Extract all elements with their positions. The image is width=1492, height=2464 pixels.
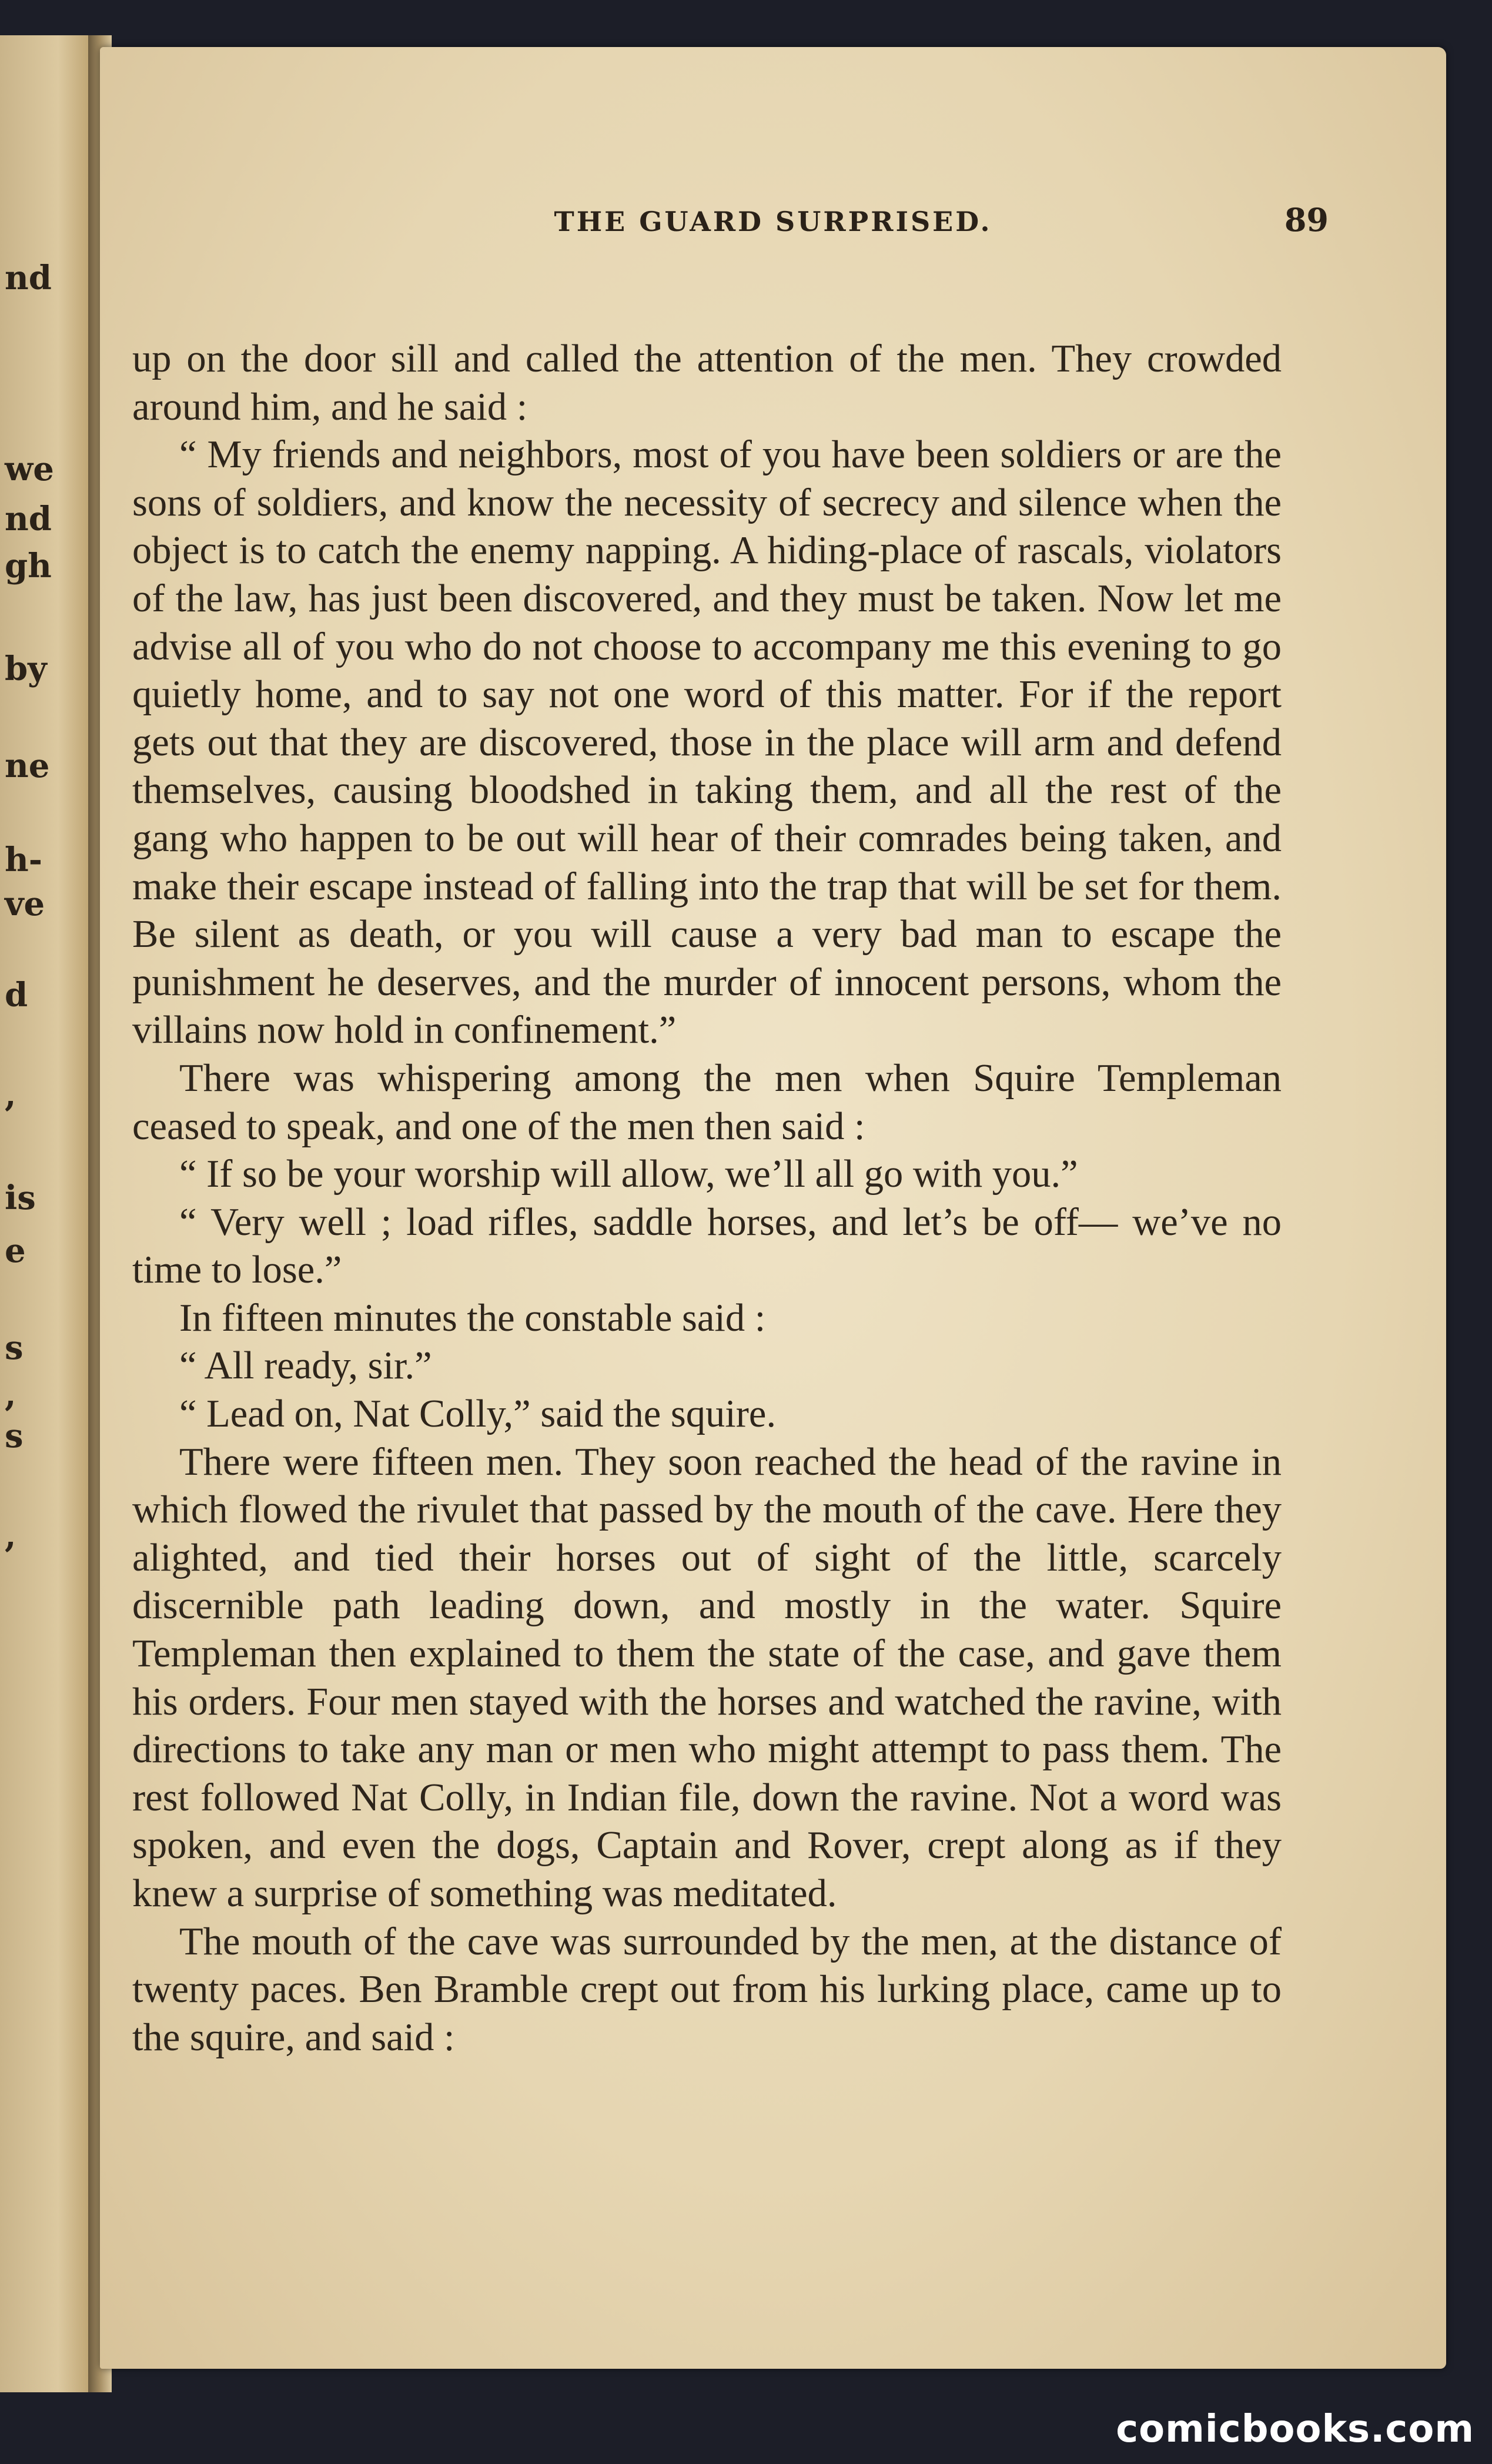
page-body [132,335,1282,2061]
facing-page-fragment: nd [5,259,52,297]
facing-page-fragment: , [5,1516,16,1555]
facing-page-fragment: , [5,1375,16,1414]
paragraph: The mouth of the cave was surrounded by the men, at the distance of twenty paces. Ben Bramble crept out from his lurking place, came up to the squire, and said : [132,1920,1282,2059]
paragraph: “ All ready, sir.” [179,1344,432,1388]
paragraph: “ My friends and neighbors, most of you have been soldiers or are the sons of soldiers, and know the necessity of secrecy and silence when the object is to catch the enemy napping. A hiding-place of rascals, violators of the law, has just been discovered, and they must be taken. Now let me advise all of you who do not choose to accompany me this evening to go quietly home, and to say not one word of this matter. For if the report gets out that they are discovered, those in the place will arm and defend themselves, causing bloodshed in taking them, and all the rest of the gang who happen to be out will hear of their comrades being taken, and make their escape instead of falling into the trap that will be set for them. Be silent as death, or you will cause a very bad man to escape the punishment he deserves, and the murder of innocent persons, whom the villains now hold in confinement.” [132,433,1282,1052]
facing-page-fragment: ne [5,746,50,785]
facing-page-edge [0,35,97,2392]
page-number: 89 [1284,201,1329,239]
facing-page-fragment: gh [5,547,52,585]
facing-page-fragment: is [5,1179,36,1217]
facing-page-fragment: by [5,650,47,688]
book-page [100,47,1446,2369]
paragraph: up on the door sill and called the attention of the men. They crowded around him, and he said : [132,337,1282,428]
facing-page-fragment: s [5,1328,24,1367]
facing-page-fragment: nd [5,500,52,538]
facing-page-fragment: , [5,1076,16,1114]
paragraph: “ If so be your worship will allow, we’ll all go with you.” [179,1153,1078,1196]
running-head: THE GUARD SURPRISED. [554,206,992,237]
facing-page-fragment: d [5,976,28,1015]
paragraph: “ Lead on, Nat Colly,” said the squire. [179,1392,777,1436]
paragraph: There were fifteen men. They soon reached the head of the ravine in which flowed the rivulet that passed by the mouth of the cave. Here they alighted, and tied their horses out of sight of the little, scarcely discernible path leading down, and mostly in the water. Squire Templeman then explained to them the state of the case, and gave them his orders. Four men stayed with the horses and watched the ravine, with directions to take any man or men who might attempt to pass them. The rest followed Nat Colly, in Indian file, down the ravine. Not a word was spoken, and even the dogs, Captain and Rover, crept along as if they knew a surprise of something was meditated. [132,1440,1282,1915]
facing-page-fragment: ve [5,885,45,923]
site-watermark: comicbooks.com [1116,2408,1474,2451]
paragraph: There was whispering among the men when Squire Templeman ceased to speak, and one of the men then said : [132,1056,1282,1148]
paragraph: In fifteen minutes the constable said : [179,1296,766,1340]
facing-page-fragment: s [5,1417,24,1455]
facing-page-fragment: e [5,1231,26,1270]
facing-page-fragment: h- [5,841,42,879]
paragraph: “ Very well ; load rifles, saddle horses, and let’s be off— we’ve no time to lose.” [132,1200,1282,1292]
facing-page-fragment: we [5,450,54,488]
